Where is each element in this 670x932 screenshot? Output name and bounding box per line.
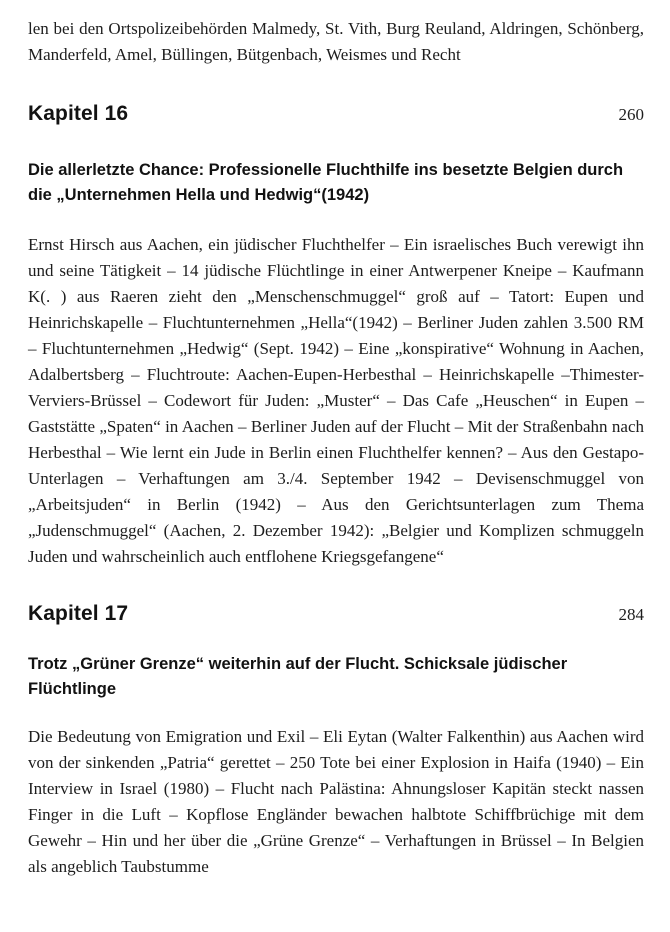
chapter-17-section: [28, 602, 644, 880]
chapter-16-heading: Kapitel 16: [28, 102, 129, 125]
chapter-16-subtitle: Die allerletzte Chance: Professionelle Fluchthilfe ins besetzte Belgien durch die „Unternehmen Hella und Hedwig“(1942): [28, 161, 624, 204]
chapter-16-page-number: 260: [618, 105, 644, 124]
chapter-16-summary: Ernst Hirsch aus Aachen, ein jüdischer Fluchthelfer – Ein israelisches Buch verewigt ihn und seine Tätigkeit – 14 jüdische Flüchtlinge in einer Antwerpener Kneipe – Kaufmann K(. ) aus Raeren zieht den „Menschenschmuggel“ groß auf – Tatort: Eupen und Heinrichskapelle – Fluchtunternehmen „Hella“(1942) – Berliner Juden zahlen 3.500 RM – Fluchtunternehmen „Hedwig“ (Sept. 1942) – Eine „konspirative“ Wohnung in Aachen, Adalbertsberg – Fluchtroute: Aachen-Eupen-Herbesthal – Heinrichskapelle –Thimester-Verviers-Brüssel – Codewort für Juden: „Muster“ – Das Cafe „Heuschen“ in Eupen – Gaststätte „Spaten“ in Aachen – Berliner Juden auf der Flucht – Mit der Straßenbahn nach Herbesthal – Wie lernt ein Jude in Berlin einen Fluchthelfer kennen? – Aus den Gestapo-Unterlagen – Verhaftungen am 3./4. September 1942 – Devisenschmuggel von „Arbeitsjuden“ in Berlin (1942) – Aus den Gerichtsunterlagen zum Thema „Judenschmuggel“ (Aachen, 2. Dezember 1942): „Belgier und Komplizen schmuggeln Juden und wahrscheinlich auch entflohene Kriegsgefangene“: [28, 235, 644, 566]
chapter-17-page-number: 284: [618, 605, 644, 624]
chapter-16-section: [28, 102, 644, 570]
chapter-17-heading-row: [28, 602, 644, 626]
chapter-17-subtitle: Trotz „Grüner Grenze“ weiterhin auf der Flucht. Schicksale jüdischer Flüchtlinge: [28, 655, 568, 698]
chapter-16-heading-row: [28, 102, 644, 126]
chapter-17-summary: Die Bedeutung von Emigration und Exil – Eli Eytan (Walter Falkenthin) aus Aachen wird von der sinkenden „Patria“ gerettet – 250 Tote bei einer Explosion in Haifa (1940) – Ein Interview in Israel (1980) – Flucht nach Palästina: Ahnungsloser Kapitän steckt nassen Finger in die Luft – Kopflose Engländer bewachen halbtote Schiffbrüchige mit dem Gewehr – Hin und her über die „Grüne Grenze“ – Verhaftungen in Brüssel – In Belgien als angeblich Taubstumme: [28, 727, 644, 876]
chapter-17-heading: Kapitel 17: [28, 602, 129, 625]
continuation-paragraph: len bei den Ortspolizeibehörden Malmedy, St. Vith, Burg Reuland, Aldringen, Schönberg, Manderfeld, Amel, Büllingen, Bütgenbach, Weismes und Recht: [28, 19, 644, 64]
